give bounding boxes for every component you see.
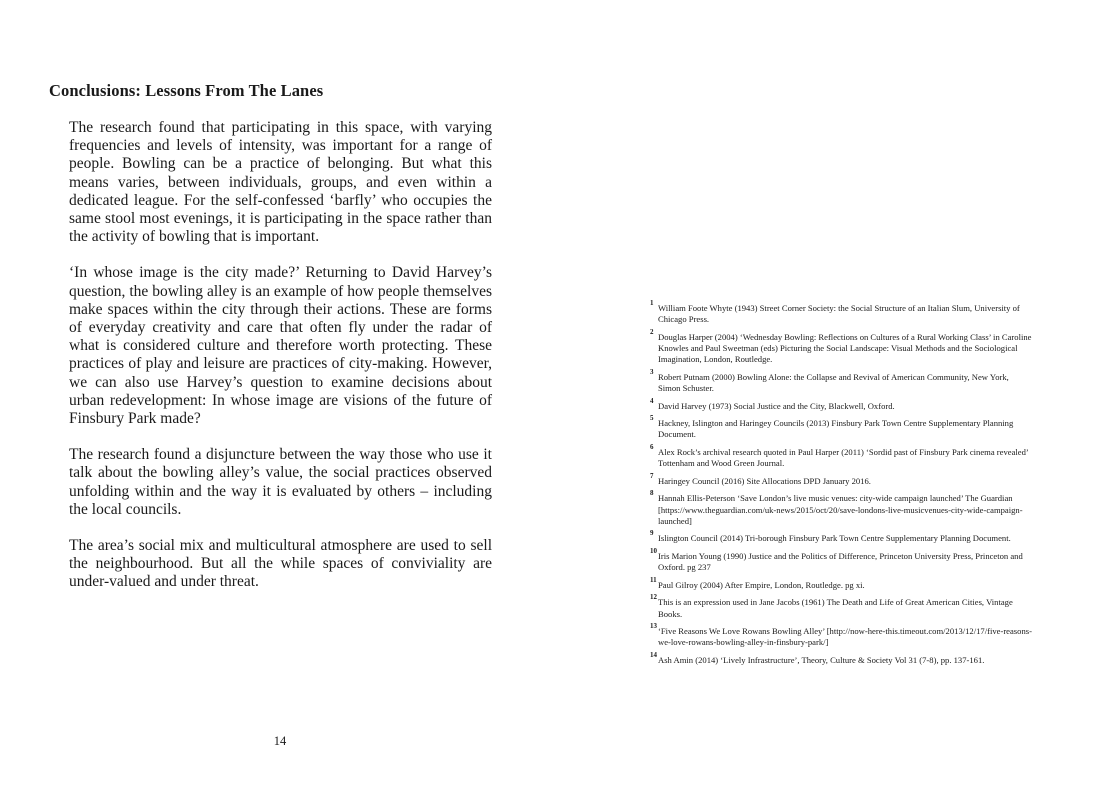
footnote-text: Paul Gilroy (2004) After Empire, London, Routledge. pg xi. bbox=[658, 579, 865, 590]
footnote-number: 6 bbox=[650, 442, 654, 451]
footnote bbox=[650, 367, 1032, 394]
footnote bbox=[650, 442, 1032, 469]
footnote-text: Douglas Harper (2004) ‘Wednesday Bowling: Reflections on Cultures of a Rural Working Class’ in Caroline Knowles and Paul Sweetman (eds) Picturing the Social Landscape: Visual Methods and the Sociological Imagination, London, Routledge. bbox=[658, 331, 1032, 365]
paragraph: The research found that participating in this space, with varying frequencies and levels of intensity, was important for a range of people. Bowling can be a practice of belonging. But what this means varies, between individuals, groups, and even within a dedicated league. For the self-confessed ‘barfly’ who occupies the same stool most evenings, it is participating in the space rather than the activity of bowling that is important. bbox=[69, 119, 492, 246]
footnote-text: This is an expression used in Jane Jacobs (1961) The Death and Life of Great American Cities, Vintage Books. bbox=[658, 597, 1013, 619]
footnote bbox=[650, 622, 1032, 648]
footnote-text: Alex Rock’s archival research quoted in Paul Harper (2011) ‘Sordid past of Finsbury Park cinema revealed’ Tottenham and Wood Green Journal. bbox=[658, 446, 1029, 469]
footnote bbox=[650, 575, 1032, 591]
footnote-text: Islington Council (2014) Tri-borough Finsbury Park Town Centre Supplementary Planning Document. bbox=[658, 533, 1011, 544]
paragraph: The area’s social mix and multicultural atmosphere are used to sell the neighbourhood. But all the while spaces of conviviality are under-valued and under threat. bbox=[69, 537, 492, 591]
footnote bbox=[650, 529, 1032, 544]
footnotes-list bbox=[650, 299, 1032, 673]
footnote-number: 8 bbox=[650, 489, 654, 498]
footnote bbox=[650, 396, 1032, 412]
footnote-text: Hannah Ellis-Peterson ‘Save London’s live music venues: city-wide campaign launched’ The Guardian [https://www.theguardian.com/uk-news/2015/oct/20/save-londons-live-musicvenues-city-wide-campaign-launched] bbox=[658, 493, 1023, 526]
footnote-number: 10 bbox=[650, 546, 657, 555]
footnote-number: 12 bbox=[650, 593, 657, 602]
body-text bbox=[69, 119, 492, 610]
footnote-text: Robert Putnam (2000) Bowling Alone: the Collapse and Revival of American Community, New York, Simon Schuster. bbox=[658, 371, 1009, 393]
footnote-number: 11 bbox=[650, 575, 657, 584]
paragraph: The research found a disjuncture between the way those who use it talk about the bowling alley’s value, the social practices observed unfolding within and the way it is evaluated by others – including the local councils. bbox=[69, 446, 492, 518]
footnote-number: 1 bbox=[650, 299, 654, 307]
footnote-text: David Harvey (1973) Social Justice and the City, Blackwell, Oxford. bbox=[658, 400, 895, 411]
footnote-text: Haringey Council (2016) Site Allocations DPD January 2016. bbox=[658, 475, 871, 486]
footnote bbox=[650, 546, 1032, 573]
footnote-number: 9 bbox=[650, 529, 654, 538]
page-number: 14 bbox=[273, 734, 287, 748]
paragraph: ‘In whose image is the city made?’ Returning to David Harvey’s question, the bowling alley is an example of how people themselves make spaces within the city through their actions. These are forms of everyday creativity and care that often fly under the radar of what is considered culture and therefore worth protecting. These practices of play and leisure are practices of city-making. However, we can also use Harvey’s question to examine decisions about urban redevelopment: In whose image are visions of the future of Finsbury Park made? bbox=[69, 264, 492, 428]
footnote bbox=[650, 471, 1032, 487]
footnote-number: 14 bbox=[650, 650, 657, 659]
footnote-text: ‘Five Reasons We Love Rowans Bowling Alley’ [http://now-here-this.timeout.com/2013/12/17/five-reasons-we-love-rowans-bowling-alley-in-finsbury-park/] bbox=[658, 626, 1032, 648]
footnote bbox=[650, 593, 1032, 619]
footnote-number: 4 bbox=[650, 396, 654, 405]
footnote-number: 13 bbox=[650, 622, 657, 631]
footnote-number: 7 bbox=[650, 471, 654, 480]
footnote bbox=[650, 650, 1032, 666]
footnote-number: 5 bbox=[650, 414, 654, 423]
footnote bbox=[650, 489, 1032, 527]
footnote-number: 2 bbox=[650, 327, 654, 336]
footnote bbox=[650, 414, 1032, 440]
footnote bbox=[650, 299, 1032, 325]
footnote-text: Hackney, Islington and Haringey Councils (2013) Finsbury Park Town Centre Supplementary Planning Document. bbox=[658, 418, 1014, 440]
footnote-number: 3 bbox=[650, 367, 654, 376]
footnote-text: Iris Marion Young (1990) Justice and the Politics of Difference, Princeton University Press, Princeton and Oxford. pg 237 bbox=[658, 550, 1023, 573]
footnote bbox=[650, 327, 1032, 366]
section-heading: Conclusions: Lessons From The Lanes bbox=[49, 81, 324, 100]
footnote-text: William Foote Whyte (1943) Street Corner Society: the Social Structure of an Italian Slum, University of Chicago Press. bbox=[658, 303, 1020, 325]
footnote-text: Ash Amin (2014) ‘Lively Infrastructure’, Theory, Culture & Society Vol 31 (7-8), pp. 137-161. bbox=[658, 654, 985, 665]
